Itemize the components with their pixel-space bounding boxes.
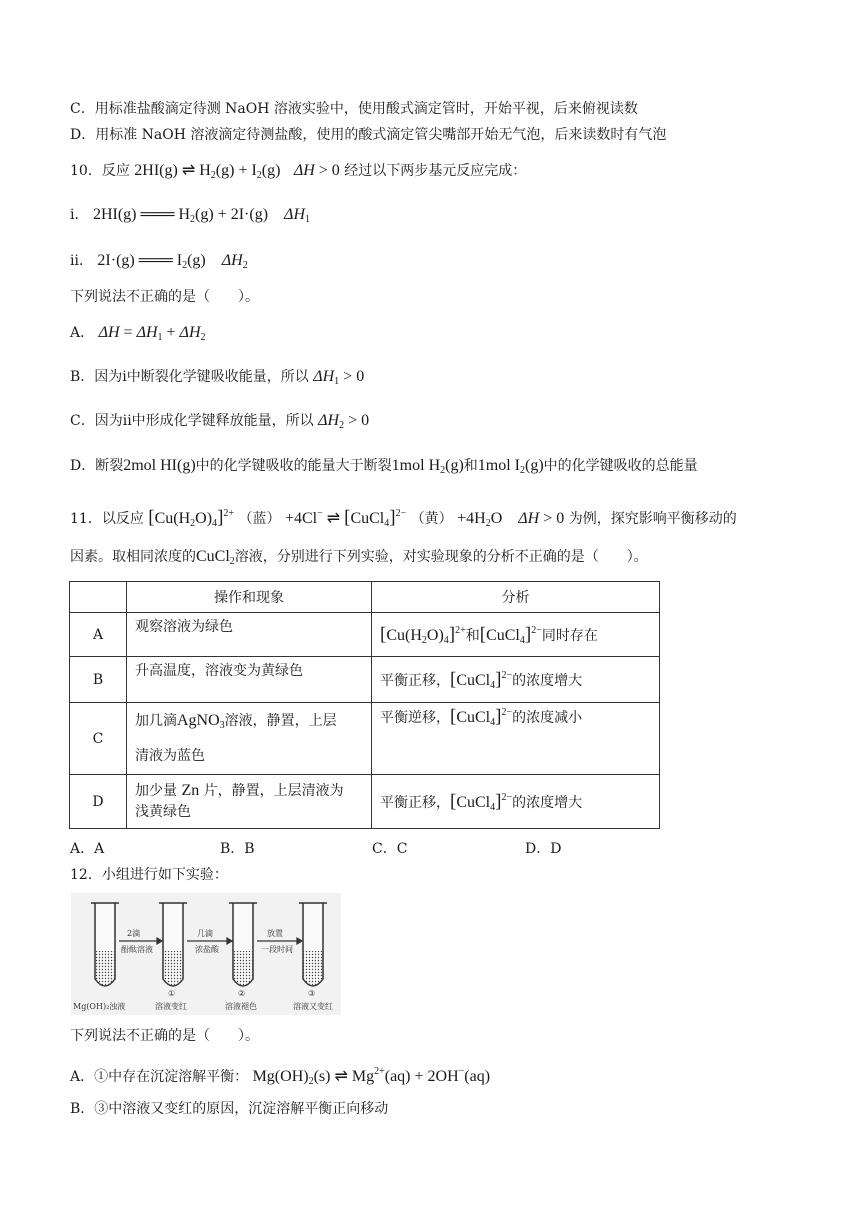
arrow2-top-label: 几滴 <box>197 929 213 938</box>
q11-blue: （蓝） <box>238 511 281 527</box>
tube3-number: ③ <box>308 989 316 998</box>
q10-option-b-math: $\Delta H_1 > 0$ <box>313 368 365 387</box>
q10-option-d-i2: 1mol $I_2(g)$ <box>477 457 544 476</box>
q10-step2 <box>70 250 248 277</box>
table-header-analysis: 分析 <box>372 582 660 613</box>
row-analysis: $[Cu(H_2O)_4]^{2+}$和[CuCl$_4$]$^{2-}$同时存在 <box>372 613 660 657</box>
q10-option-d-pre: D．断裂 <box>70 458 124 474</box>
q10-option-b-text: B．因为ⅰ中断裂化学键吸收能量，所以 <box>70 369 309 385</box>
table-row <box>70 775 660 829</box>
q10-prompt: 下列说法不正确的是（ ）。 <box>70 289 259 305</box>
choice-d: D．D <box>525 841 562 857</box>
row-label: A <box>70 613 127 657</box>
row-label: D <box>70 775 127 829</box>
table-header-empty <box>70 582 127 613</box>
q10-option-d-hi: 2mol HI(g) <box>123 457 196 474</box>
q11-line2-pre: 因素。取相同浓度的 <box>70 549 196 565</box>
q10-option-d-mid: 中的化学键吸收的能量大于断裂 <box>195 458 392 474</box>
row-analysis: 平衡正移，[CuCl$_4$]$^{2-}$的浓度增大 <box>372 657 660 703</box>
choice-a: A．A <box>70 841 105 857</box>
tube0-label: Mg(OH)₂浊液 <box>73 1002 126 1011</box>
q10-condition-tail: 经过以下两步基元反应完成： <box>344 163 527 179</box>
experiment-figure <box>71 893 341 1015</box>
arrow1-bottom-label: 酚酞溶液 <box>121 945 153 954</box>
q10-number: 10．反应 <box>70 163 130 179</box>
q11-table <box>69 581 660 829</box>
test-tube-1 <box>159 903 187 986</box>
q12-option-a-equation: $Mg(OH)_2(s)$ ⇌ $Mg^{2+}(aq) + 2OH^-(aq)$ <box>252 1066 491 1087</box>
q10-option-b <box>70 366 364 393</box>
q10-step2-label: ⅱ． <box>70 253 93 269</box>
row-op: 加少量 Zn 片，静置，上层清液为 浅黄绿色 <box>127 775 372 829</box>
q11-number: 11．以反应 <box>70 511 144 527</box>
table-row <box>70 657 660 703</box>
q10-step1-equation: 2HI(g) ═══ $H_2(g) + 2I\cdot(g)$ $\Delta H_1$ <box>92 206 310 225</box>
q12-option-a <box>70 1061 490 1093</box>
choice-c: C．C <box>372 841 408 857</box>
table-row <box>70 613 660 657</box>
q10-delta-h: ΔH > 0 <box>293 162 340 179</box>
test-tube-3 <box>299 903 327 986</box>
table-row <box>70 703 660 775</box>
q10-option-c <box>70 410 369 437</box>
q10-reaction: 2HI(g) ⇌ $H_2(g) + I_2(g)$ <box>134 162 281 181</box>
tube2-label: 溶液褪色 <box>225 1002 257 1011</box>
q10-option-a-equation: $\Delta H = \Delta H_1 + \Delta H_2$ <box>98 324 206 343</box>
test-tube-2 <box>229 903 257 986</box>
q11-line2-post: 溶液，分别进行下列实验，对实验现象的分析不正确的是（ ）。 <box>234 549 648 565</box>
q11-yellow: （黄） <box>410 511 453 527</box>
q11-stem <box>70 503 737 535</box>
q10-step2-equation: 2I·(g) ═══ $I_2(g)$ $\Delta H_2$ <box>97 252 248 271</box>
table-header-ops: 操作和现象 <box>127 582 372 613</box>
q11-line2 <box>70 546 648 573</box>
q11-complex-blue: $[Cu(H_2O)_4]^{2+}$ <box>148 507 235 529</box>
arrow3-bottom-label: 一段时间 <box>261 945 293 954</box>
q10-step1 <box>70 204 310 231</box>
q10-step1-label: ⅰ． <box>70 207 89 223</box>
row-analysis: 平衡正移，[CuCl$_4$]$^{2-}$的浓度增大 <box>372 775 660 829</box>
q10-option-d <box>70 455 698 482</box>
arrow2-bottom-label: 浓盐酸 <box>195 945 219 954</box>
q12-stem: 12．小组进行如下实验： <box>70 867 228 883</box>
row-op: 加几滴AgNO$_3$溶液，静置，上层 清液为蓝色 <box>127 703 372 775</box>
q10-option-a <box>70 322 206 349</box>
q10-stem <box>70 160 526 187</box>
q12-option-a-text: A．①中存在沉淀溶解平衡： <box>70 1069 249 1085</box>
q11-cucl2: CuCl$_2$ <box>196 548 235 567</box>
q11-tail: 为例，探究影响平衡移动的 <box>568 511 737 527</box>
q12-prompt: 下列说法不正确的是（ ）。 <box>70 1028 259 1044</box>
row-label: C <box>70 703 127 775</box>
row-label: B <box>70 657 127 703</box>
q10-option-d-and: 和 <box>463 458 478 474</box>
q10-option-a-label: A． <box>70 325 95 341</box>
q10-option-c-math: $\Delta H_2 > 0$ <box>318 412 370 431</box>
q12-option-b: B．③中溶液又变红的原因，沉淀溶解平衡正向移动 <box>70 1101 389 1117</box>
tube1-number: ① <box>168 989 176 998</box>
tube2-number: ② <box>238 989 246 998</box>
q11-water: $+4H_2O$ ΔH > 0 <box>457 510 565 529</box>
choice-b: B．B <box>220 841 255 857</box>
q10-option-d-h2: 1mol $H_2(g)$ <box>391 457 464 476</box>
row-op: 观察溶液为绿色 <box>127 613 372 657</box>
arrow3-top-label: 放置 <box>267 929 283 938</box>
tube1-label: 溶液变红 <box>155 1002 187 1011</box>
test-tube-0 <box>91 903 119 986</box>
row-op: 升高温度，溶液变为黄绿色 <box>127 657 372 703</box>
table-header-row <box>70 582 660 613</box>
tube3-label: 溶液又变红 <box>293 1002 333 1011</box>
q11-chloride: +4Cl− ⇌ [CuCl$_4$]$^{2-}$ <box>284 507 407 529</box>
arrow1-top-label: 2滴 <box>127 929 141 938</box>
q10-option-d-post: 中的化学键吸收的总能量 <box>543 458 698 474</box>
q10-option-c-text: C．因为ⅱ中形成化学键释放能量，所以 <box>70 413 314 429</box>
q9-option-c: C．用标准盐酸滴定待测 NaOH 溶液实验中，使用酸式滴定管时，开始平视，后来俯视读数 <box>70 101 638 117</box>
q9-option-d: D．用标准 NaOH 溶液滴定待测盐酸，使用的酸式滴定管尖嘴部开始无气泡，后来读数时有气泡 <box>70 127 667 143</box>
row-analysis: 平衡逆移，[CuCl$_4$]$^{2-}$的浓度减小 <box>372 703 660 775</box>
